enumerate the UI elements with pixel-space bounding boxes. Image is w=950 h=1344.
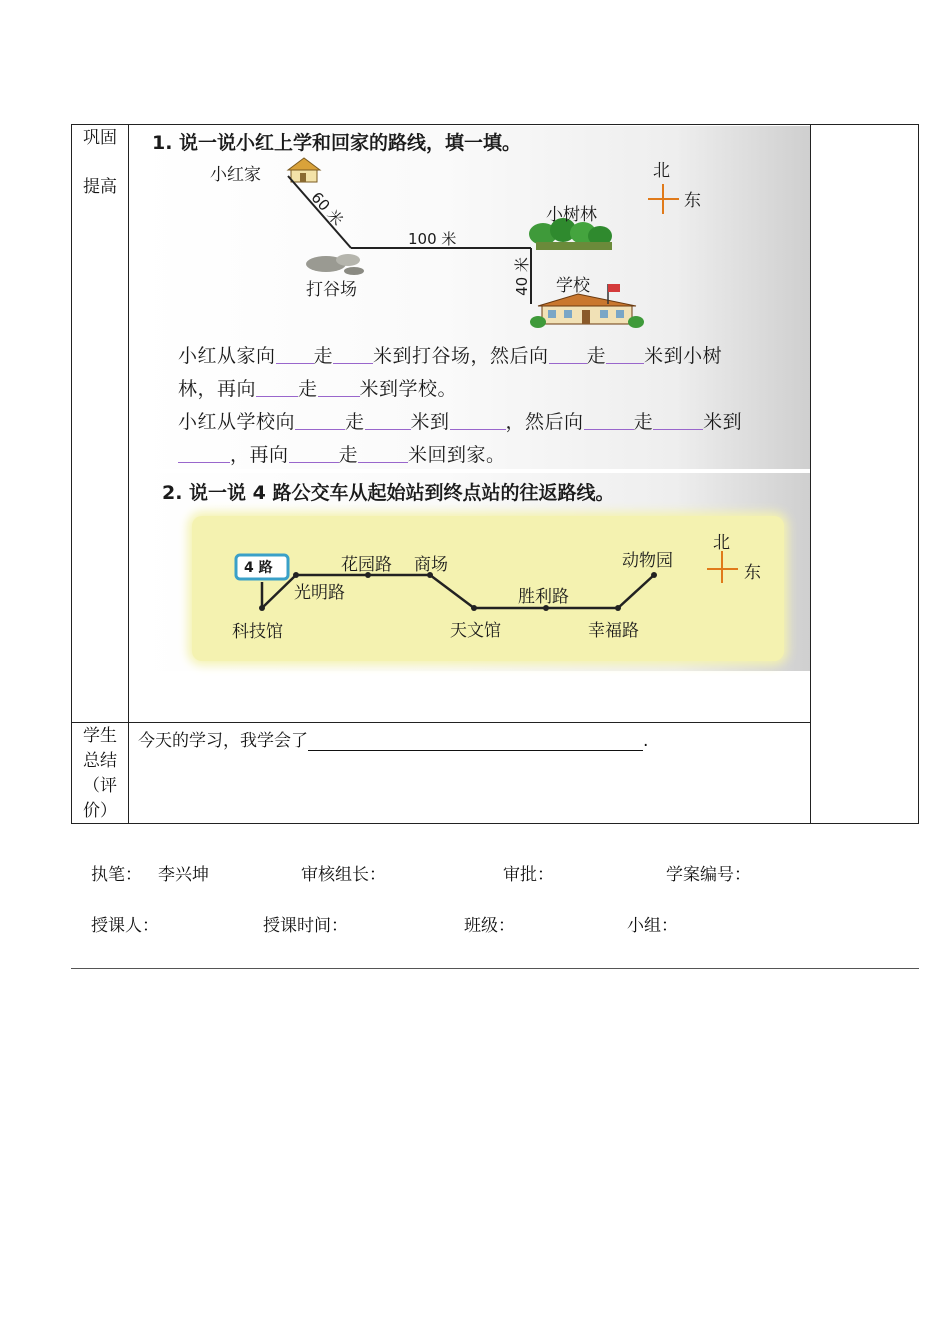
row-label-line: 巩固 [83,128,117,148]
sentence-text: 小红从家向 [178,345,276,367]
footer-divider [71,968,919,969]
distance-60-label: 60 米 [307,188,347,230]
sentence-text: 米到小树 [644,345,723,367]
sentence-text: ，再向 [230,444,289,466]
exercise-figure [138,126,810,671]
stop-label-tianwen: 天文馆 [450,621,501,641]
table-row-divider [71,722,811,723]
sentence-text: 米到 [703,411,743,433]
stop-label-shengli: 胜利路 [518,587,569,607]
stop-dot-dongwu [651,572,657,578]
case-number-label: 学案编号： [666,865,751,885]
grove-label: 小树林 [546,205,597,225]
table-column-divider-right [810,124,811,824]
stop-label-shangchang: 商场 [414,555,448,575]
teacher-label: 授课人： [91,916,159,936]
summary-prefix: 今天的学习，我学会了 [138,731,308,751]
sentence-text: 走 [586,345,607,367]
sentence-text: ，然后向 [505,411,584,433]
threshing-label: 打谷场 [306,280,357,300]
home-label: 小红家 [210,165,261,185]
sentence-text: 走 [345,411,365,433]
stop-label-xingfu: 幸福路 [588,621,639,641]
stop-dot-tianwen [471,605,477,611]
exercise2-title: 2. 说一说 4 路公交车从起始站到终点站的往返路线。 [162,482,615,504]
table-border-right [918,124,919,824]
row-label-summary [75,724,125,824]
sentence-text: 小红从学校向 [178,411,296,433]
row-label-line: （评 [83,776,117,796]
row-label-line: 学生 [83,726,117,746]
footer-writer [91,860,209,885]
approve-label: 审批： [503,865,554,885]
sentence-text: 米到打谷场，然后向 [373,345,549,367]
stop-label-guangming: 光明路 [294,583,345,603]
class-time-label: 授课时间： [263,916,348,936]
compass2-north-label: 北 [713,533,730,553]
summary-blank[interactable] [308,732,643,751]
reviewer-label: 审核组长： [301,865,386,885]
sentence-text: 米到 [410,411,450,433]
stop-label-huayuan: 花园路 [341,555,392,575]
row-label-consolidate [75,126,125,200]
stop-label-dongwu: 动物园 [622,551,673,571]
row-label-line: 提高 [83,177,117,197]
compass2-east-label: 东 [744,563,761,583]
stop-dot-keji [259,605,265,611]
sentence-text: 米到学校。 [359,378,458,400]
stop-label-keji: 科技馆 [232,622,283,642]
sentence-text: 走 [338,444,359,466]
compass-icon-2 [707,551,738,583]
table-border-bottom [71,823,919,824]
sentence-text: 走 [298,378,318,400]
group-label: 小组： [627,916,678,936]
sentence-text: 林，再向 [178,378,257,400]
table-border-left [71,124,72,824]
exercise1-title: 1. 说一说小红上学和回家的路线，填一填。 [152,132,522,154]
sentence-text: 米回到家。 [408,444,506,466]
class-label: 班级： [464,916,515,936]
writer-label: 执笔： [91,865,142,885]
school-label: 学校 [556,276,590,296]
bus-sign-label: 4 路 [244,560,273,576]
compass-north-label: 北 [653,161,670,181]
row-label-line: 价） [83,801,117,821]
summary-sentence [138,726,648,751]
table-border-top [71,124,919,125]
writer-name: 李兴坤 [158,865,209,885]
stop-dot-xingfu [615,605,621,611]
distance-100-label: 100 米 [408,230,457,248]
sentence-text: 走 [313,345,334,367]
compass-east-label: 东 [684,191,701,211]
distance-40-label: 40 米 [512,257,531,296]
bus-route-map [138,126,810,671]
row-label-line: 总结 [83,751,117,771]
sentence-text: 走 [633,411,654,433]
table-column-divider [128,124,129,824]
summary-suffix: . [643,731,649,751]
